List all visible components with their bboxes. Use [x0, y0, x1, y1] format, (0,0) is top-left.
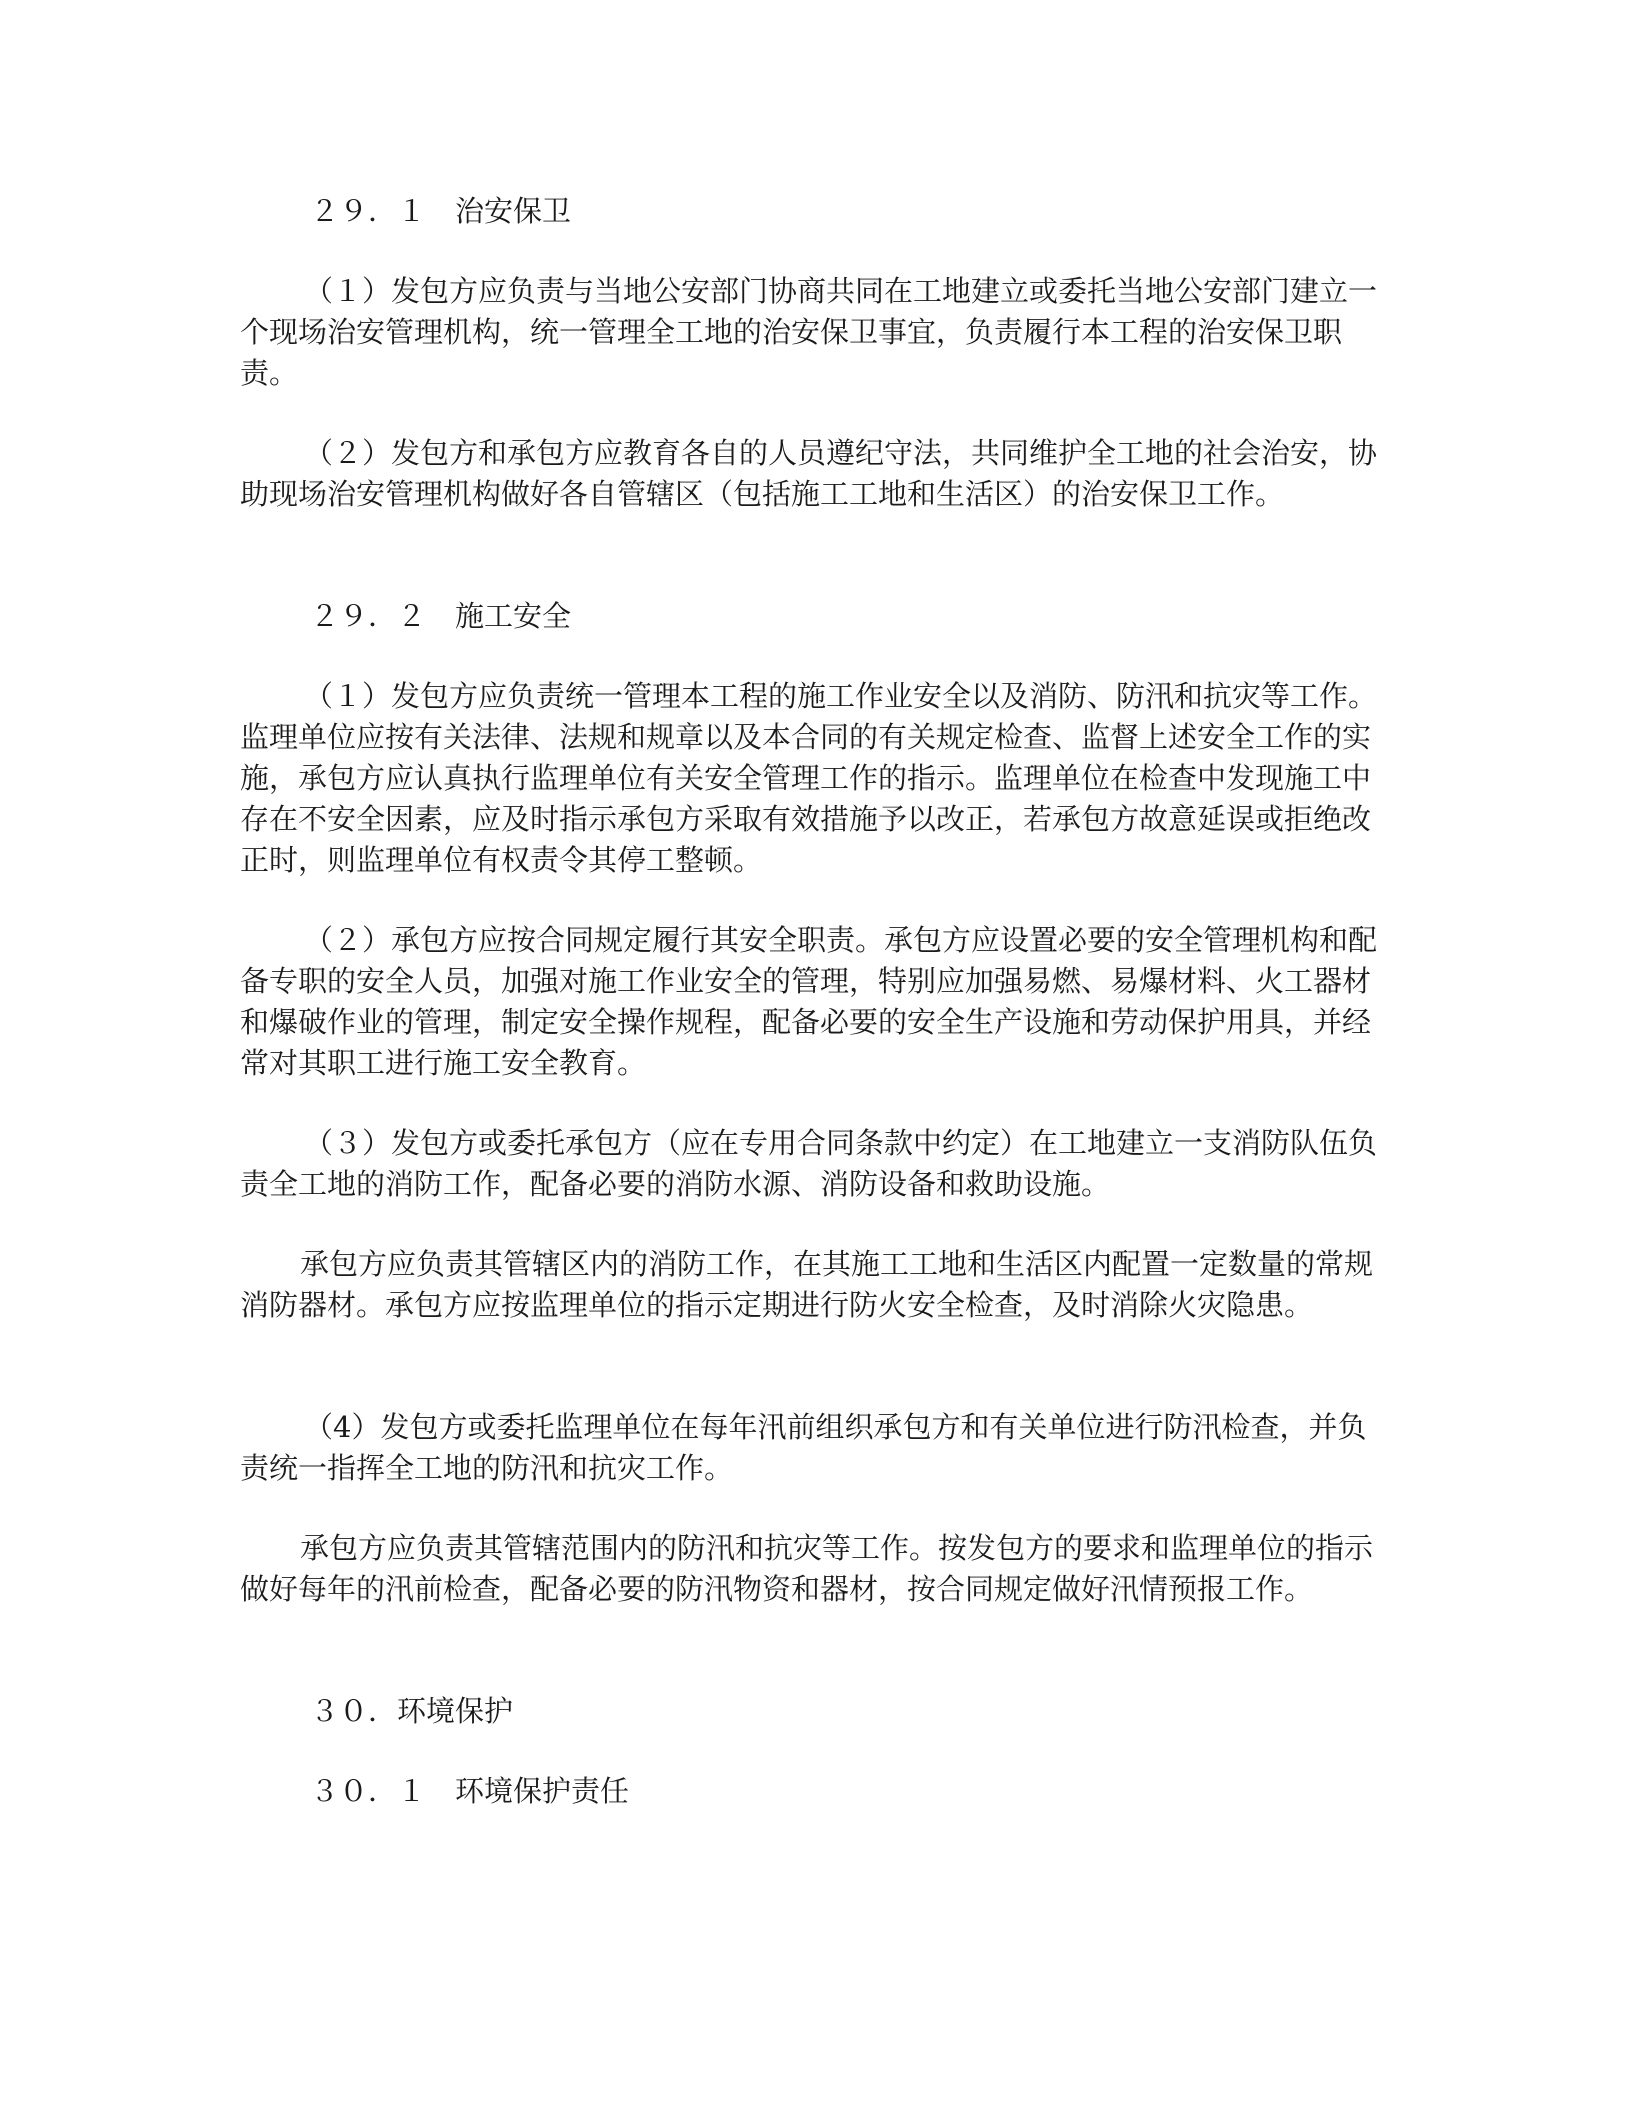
paragraph-29-1-1: （１）发包方应负责与当地公安部门协商共同在工地建立或委托当地公安部门建立一个现场治安管理机构，统一管理全工地的治安保卫事宜，负责履行本工程的治安保卫职责。 [240, 274, 1378, 390]
paragraph-29-2-3: （３）发包方或委托承包方（应在专用合同条款中约定）在工地建立一支消防队伍负责全工地的消防工作，配备必要的消防水源、消防设备和救助设施。 [240, 1126, 1378, 1201]
section-heading-29-1: ２９．１ 治安保卫 [310, 194, 572, 228]
section-heading-30-1: ３０．１ 环境保护责任 [310, 1774, 630, 1808]
paragraph-29-2-1: （１）发包方应负责统一管理本工程的施工作业安全以及消防、防汛和抗灾等工作。监理单位应按有关法律、法规和规章以及本合同的有关规定检查、监督上述安全工作的实施，承包方应认真执行监理单位有关安全管理工作的指示。监理单位在检查中发现施工中存在不安全因素，应及时指示承包方采取有效措施予以改正，若承包方故意延误或拒绝改正时，则监理单位有权责令其停工整顿。 [240, 679, 1378, 877]
paragraph-29-1-2: （２）发包方和承包方应教育各自的人员遵纪守法，共同维护全工地的社会治安，协助现场治安管理机构做好各自管辖区（包括施工工地和生活区）的治安保卫工作。 [240, 436, 1378, 511]
section-heading-30: ３０．环境保护 [310, 1694, 514, 1728]
paragraph-29-2-4-flood: 承包方应负责其管辖范围内的防汛和抗灾等工作。按发包方的要求和监理单位的指示做好每年的汛前检查，配备必要的防汛物资和器材，按合同规定做好汛情预报工作。 [240, 1531, 1374, 1606]
paragraph-29-2-3-fire: 承包方应负责其管辖区内的消防工作，在其施工工地和生活区内配置一定数量的常规消防器材。承包方应按监理单位的指示定期进行防火安全检查，及时消除火灾隐患。 [240, 1247, 1374, 1322]
paragraph-29-2-2: （２）承包方应按合同规定履行其安全职责。承包方应设置必要的安全管理机构和配备专职的安全人员，加强对施工作业安全的管理，特别应加强易燃、易爆材料、火工器材和爆破作业的管理，制定安全操作规程，配备必要的安全生产设施和劳动保护用具，并经常对其职工进行施工安全教育。 [240, 923, 1378, 1080]
paragraph-29-2-4: （4）发包方或委托监理单位在每年汛前组织承包方和有关单位进行防汛检查，并负责统一指挥全工地的防汛和抗灾工作。 [240, 1410, 1367, 1485]
section-heading-29-2: ２９．２ 施工安全 [310, 599, 572, 633]
